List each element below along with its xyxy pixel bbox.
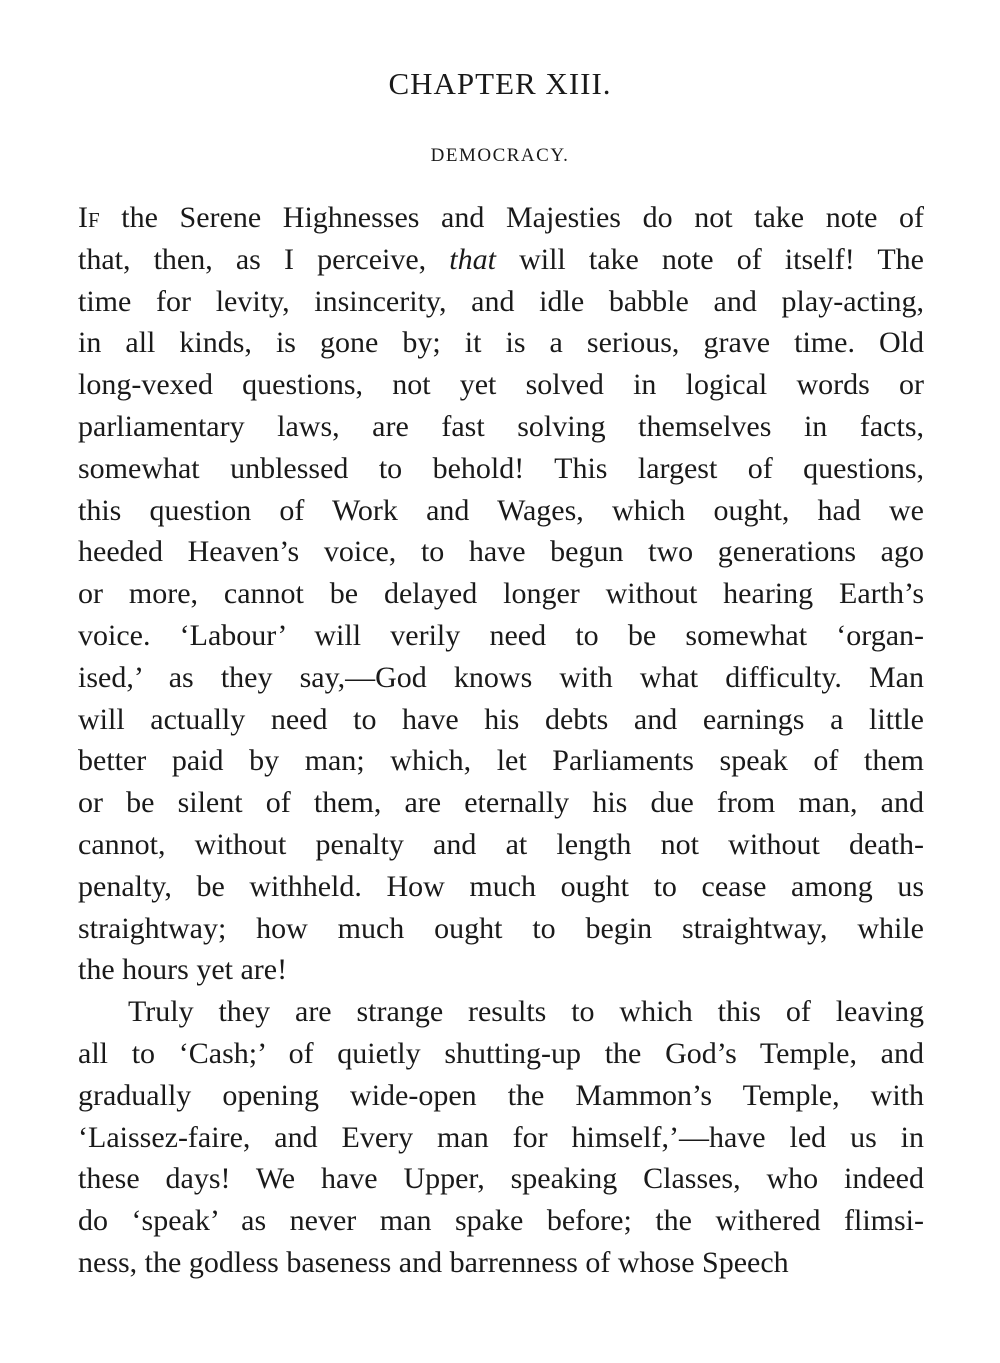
text-span-post: will take note of itself! The	[495, 242, 924, 276]
text-span-pre: all to ‘Cash;’ of quietly shutting-up the God’s Temple, and	[78, 1037, 924, 1070]
text-span-pre: will actually need to have his debts and earnings a little	[78, 702, 924, 736]
text-line	[78, 657, 924, 699]
text-line	[78, 239, 924, 281]
text-line	[78, 1242, 924, 1284]
text-span-pre: penalty, be withheld. How much ought to cease among us	[78, 869, 924, 903]
text-line	[78, 531, 924, 573]
text-line	[78, 281, 924, 323]
text-span-pre: heeded Heaven’s voice, to have begun two generations ago	[78, 535, 924, 569]
text-span-pre: do ‘speak’ as never man spake before; the withered flimsi-	[78, 1204, 924, 1238]
section-title-text: DEMOCRACY.	[430, 145, 570, 166]
text-line	[78, 490, 924, 532]
text-span-mid: the Serene Highnesses and Majesties do not take note of	[99, 201, 924, 234]
text-span-pre: ‘Laissez-faire, and Every man for himself,’—have led us in	[78, 1120, 924, 1154]
text-span-pre: in all kinds, is gone by; it is a serious, grave time. Old	[78, 326, 924, 360]
text-line	[78, 908, 924, 950]
text-line	[78, 364, 924, 406]
text-span-pre: better paid by man; which, let Parliaments speak of them	[78, 744, 924, 778]
text-span-pre: Truly they are strange results to which this of leaving	[128, 995, 924, 1029]
text-line	[78, 824, 924, 866]
text-span-pre: this question of Work and Wages, which ought, had we	[78, 493, 924, 527]
text-line	[78, 782, 924, 824]
text-span-pre: long-vexed questions, not yet solved in logical words or	[78, 368, 924, 402]
text-span-pre: ness, the godless baseness and barrenness of whose Speech	[78, 1246, 789, 1279]
text-line	[78, 1075, 924, 1117]
text-line	[78, 866, 924, 908]
text-line	[78, 197, 924, 239]
text-span-pre: the hours yet are!	[78, 953, 288, 987]
text-span-pre: or more, cannot be delayed longer without hearing Earth’s	[78, 577, 924, 611]
text-line	[128, 991, 924, 1033]
text-span-pre: or be silent of them, are eternally his due from man, and	[78, 786, 924, 820]
text-line	[78, 740, 924, 782]
text-span-it: that	[449, 242, 496, 276]
text-span-pre: that, then, as I perceive,	[78, 242, 450, 276]
text-span-pre: time for levity, insincerity, and idle babble and play-acting,	[78, 284, 924, 318]
text-line	[78, 573, 924, 615]
text-span-pre: gradually opening wide-open the Mammon’s Temple, with	[78, 1078, 924, 1112]
text-span-sc: If	[78, 201, 100, 234]
text-line	[78, 615, 924, 657]
text-line	[78, 699, 924, 741]
text-line	[78, 1200, 924, 1242]
text-line	[78, 1033, 924, 1075]
section-title	[0, 145, 1000, 167]
text-line	[78, 1117, 924, 1159]
text-span-pre: cannot, without penalty and at length not without death-	[78, 828, 924, 861]
text-line	[78, 949, 924, 991]
chapter-title-text: CHAPTER XIII.	[388, 66, 612, 101]
text-line	[78, 406, 924, 448]
text-line	[78, 322, 924, 364]
text-span-pre: somewhat unblessed to behold! This largest of questions,	[78, 451, 924, 485]
text-span-pre: ised,’ as they say,—God knows with what difficulty. Man	[78, 660, 924, 694]
text-line	[78, 1158, 924, 1200]
text-span-pre: straightway; how much ought to begin straightway, while	[78, 911, 924, 945]
chapter-title	[0, 66, 1000, 102]
text-span-pre: voice. ‘Labour’ will verily need to be somewhat ‘organ-	[78, 619, 924, 652]
text-span-pre: parliamentary laws, are fast solving themselves in facts,	[78, 410, 924, 443]
text-span-pre: these days! We have Upper, speaking Classes, who indeed	[78, 1162, 924, 1196]
text-line	[78, 448, 924, 490]
